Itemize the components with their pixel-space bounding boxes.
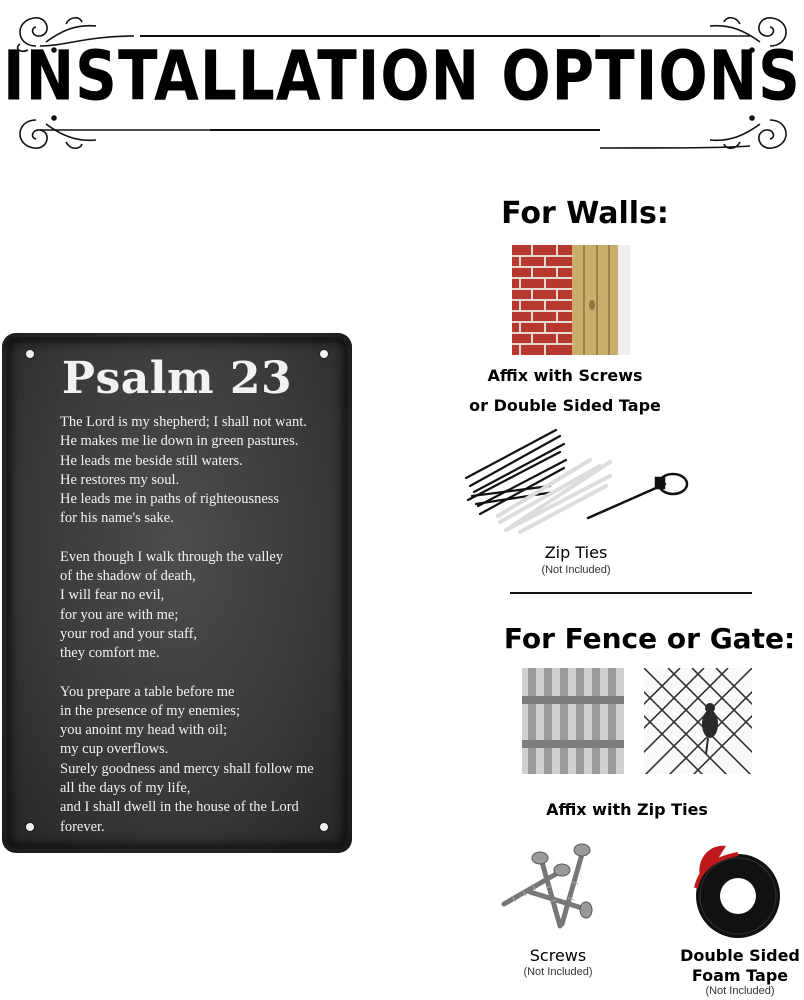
verse-line: and I shall dwell in the house of the Lord [60,799,299,816]
walls-caption-line2: or Double Sided Tape [469,396,661,415]
verse-line: He makes me lie down in green pastures. [60,433,299,450]
verse-line: Even though I walk through the valley [60,548,284,565]
verse-line: He leads me beside still waters. [60,452,243,469]
mounting-hole-icon [26,823,34,831]
walls-caption-line1: Affix with Screws [487,366,643,385]
verse-line: my cup overflows. [60,741,169,758]
fence-heading: For Fence or Gate: [503,622,796,655]
section-divider [510,592,752,594]
walls-heading: For Walls: [501,196,669,231]
verse-line: your rod and your staff, [60,625,198,642]
stanza-1 [60,413,350,529]
verse-line: for you are with me; [60,606,179,623]
screws-label: Screws [529,946,587,965]
ornament-bottom-left-icon [6,110,216,160]
tape-label-line1: Double Sided [680,946,800,965]
verse-line: I will fear no evil, [60,587,165,604]
stanza-2 [60,548,350,664]
zip-ties-note: (Not Included) [541,564,611,576]
header-rule-bottom [210,129,600,131]
tape-label-line2: Foam Tape [691,966,789,985]
zip-ties-label: Zip Ties [544,543,608,562]
stanza-3 [60,683,350,837]
tape-note: (Not Included) [705,985,775,997]
verse-line: Surely goodness and mercy shall follow me [60,760,314,777]
verse-line: You prepare a table before me [60,683,235,700]
verse-line: He restores my soul. [60,471,180,488]
verse-line: The Lord is my shepherd; I shall not want. [60,414,307,430]
sign-text [60,413,350,853]
wood-fence-icon [522,668,624,774]
screws-icon [486,838,604,934]
verse-line: He leads me in paths of righteousness [60,491,280,508]
verse-line: for his name's sake. [60,510,174,527]
zip-ties-icon [460,426,692,538]
verse-line: in the presence of my enemies; [60,702,240,719]
brick-and-wood-wall-icon [512,245,630,355]
verse-line: they comfort me. [60,645,160,662]
verse-line: forever. [60,818,105,835]
verse-line: you anoint my head with oil; [60,722,228,739]
foam-tape-icon [686,838,790,942]
screws-note: (Not Included) [523,966,593,978]
ornament-bottom-right-icon [600,110,800,160]
page-title: INSTALLATION OPTIONS [3,35,801,117]
verse-line: all the days of my life, [60,780,191,797]
sign-title: Psalm 23 [61,353,293,404]
fence-caption: Affix with Zip Ties [546,800,708,819]
psalm-sign [2,333,352,853]
chain-link-fence-icon [644,668,752,774]
verse-line: of the shadow of death, [60,568,196,585]
